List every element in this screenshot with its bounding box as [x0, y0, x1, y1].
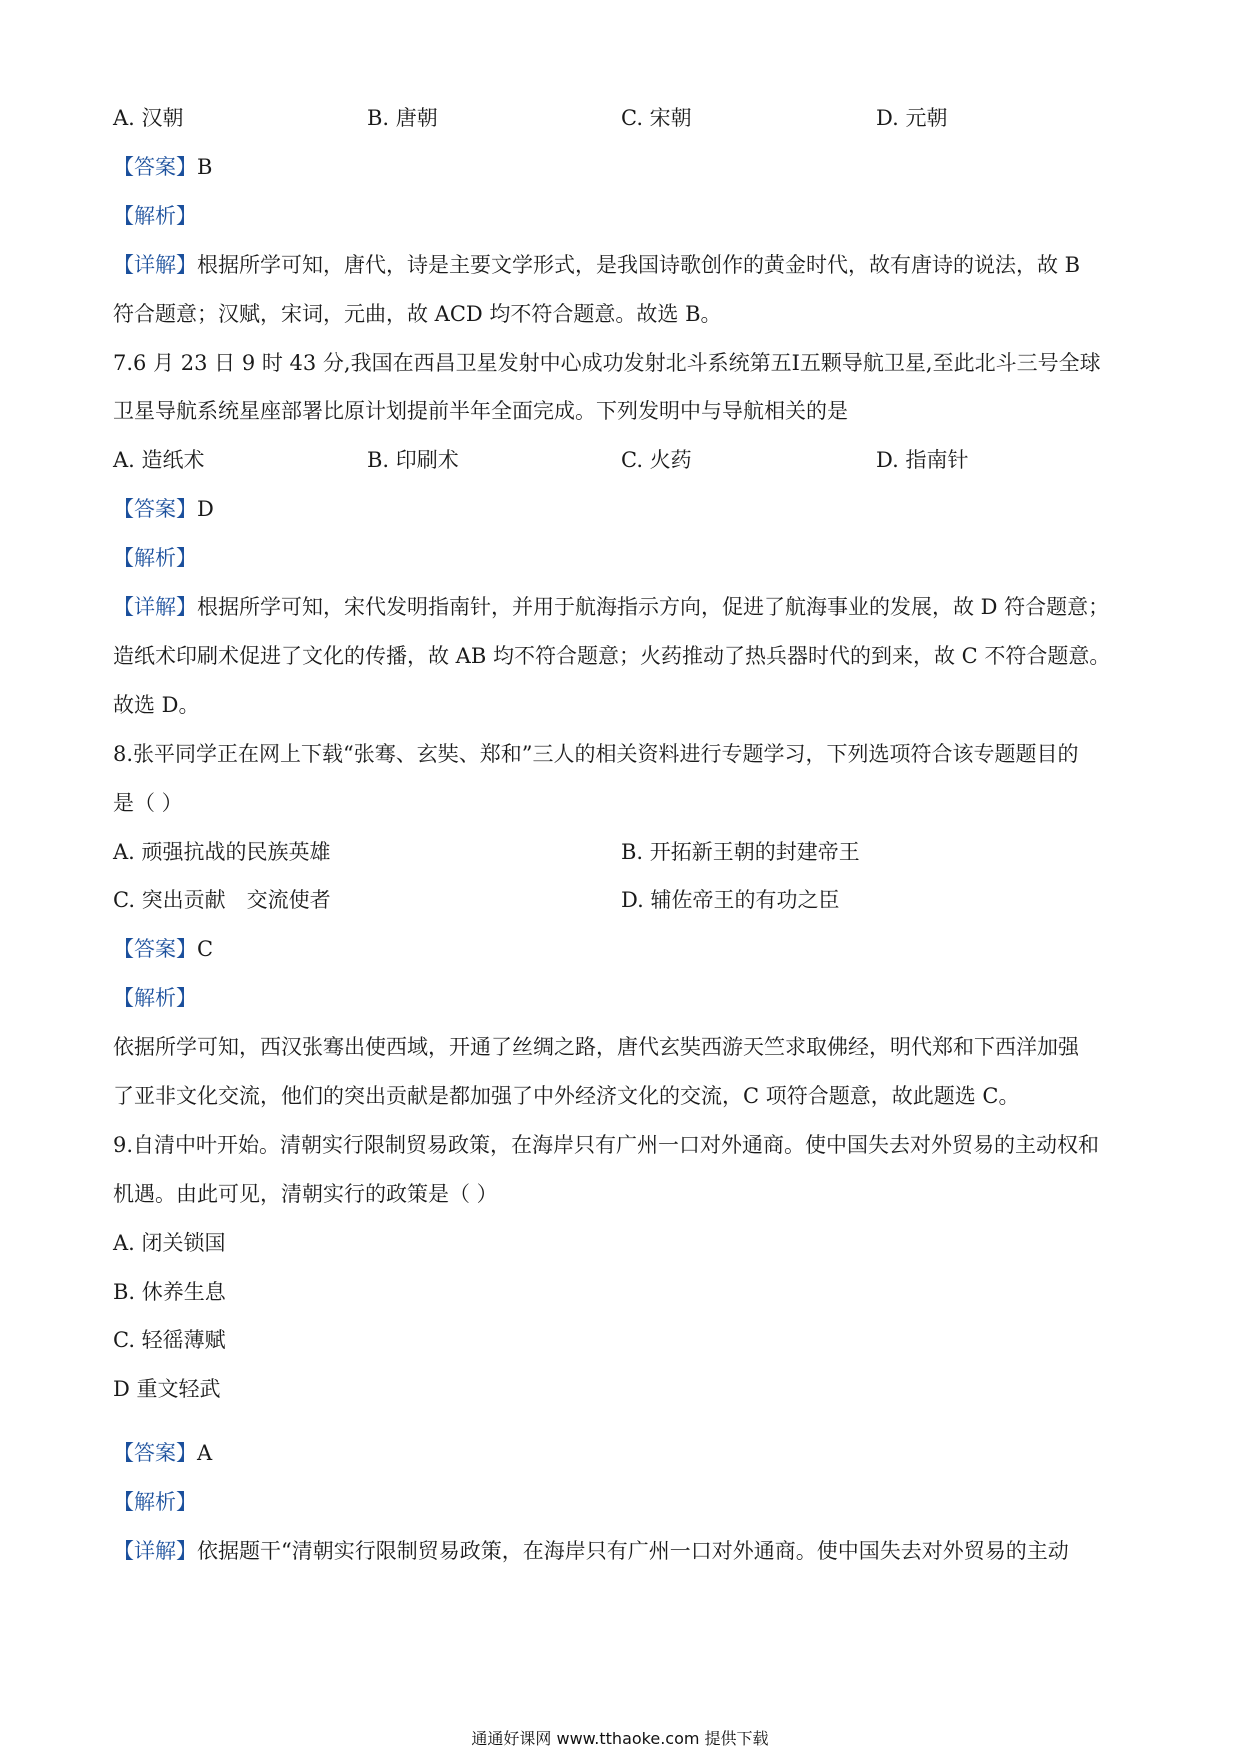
q8-option-c: C. 突出贡献 交流使者: [113, 888, 331, 912]
q7-detail-line-2: 造纸术印刷术促进了文化的传播，故 AB 均不符合题意；火药推动了热兵器时代的到来，故 C 不符合题意。: [113, 644, 1111, 668]
q9-analysis-label: 【解析】: [113, 1490, 197, 1514]
q7-detail-line-3: 故选 D。: [113, 693, 200, 717]
q7-stem-line-2: 卫星导航系统星座部署比原计划提前半年全面完成。下列发明中与导航相关的是: [113, 399, 848, 423]
q9-option-c: C. 轻徭薄赋: [113, 1328, 226, 1352]
q6-answer: [113, 153, 212, 181]
q7-option-a: A. 造纸术: [113, 448, 205, 472]
detail-text: 根据所学可知，宋代发明指南针，并用于航海指示方向，促进了航海事业的发展，故 D 符合题意；: [197, 595, 1110, 619]
q9-stem-line-2: 机遇。由此可见，清朝实行的政策是（ ）: [113, 1182, 498, 1206]
q6-detail-line-2: 符合题意；汉赋，宋词，元曲，故 ACD 均不符合题意。故选 B。: [113, 302, 722, 326]
q8-analysis-label: 【解析】: [113, 986, 197, 1010]
q6-detail-line-1: [113, 251, 1080, 279]
q8-option-b: B. 开拓新王朝的封建帝王: [621, 840, 860, 864]
q8-option-a: A. 顽强抗战的民族英雄: [113, 840, 331, 864]
q9-answer: [113, 1439, 212, 1467]
q7-answer: [113, 495, 214, 523]
q8-answer: [113, 935, 213, 963]
answer-value: C: [197, 937, 214, 961]
q7-option-b: B. 印刷术: [367, 448, 459, 472]
q9-option-d: D 重文轻武: [113, 1377, 221, 1401]
q7-option-d: D. 指南针: [876, 448, 969, 472]
q8-detail-line-2: 了亚非文化交流，他们的突出贡献是都加强了中外经济文化的交流，C 项符合题意，故此题选 C。: [113, 1084, 1020, 1108]
detail-text: 根据所学可知，唐代，诗是主要文学形式，是我国诗歌创作的黄金时代，故有唐诗的说法，故 B: [197, 253, 1081, 277]
answer-label: 【答案】: [113, 155, 197, 179]
q7-detail-line-1: [113, 593, 1109, 621]
answer-value: A: [197, 1441, 213, 1465]
answer-label: 【答案】: [113, 1441, 197, 1465]
q9-stem-line-1: 9.自清中叶开始。清朝实行限制贸易政策，在海岸只有广州一口对外通商。使中国失去对外贸易的主动权和: [113, 1133, 1100, 1157]
answer-label: 【答案】: [113, 497, 197, 521]
answer-label: 【答案】: [113, 937, 197, 961]
detail-label: 【详解】: [113, 1539, 197, 1563]
page-footer: 通通好课网 www.tthaoke.com 提供下载: [471, 1729, 769, 1748]
q8-stem-line-1: 8.张平同学正在网上下载“张骞、玄奘、郑和”三人的相关资料进行专题学习，下列选项符合该专题题目的: [113, 742, 1079, 766]
q6-option-c: C. 宋朝: [621, 106, 692, 130]
q9-detail-line-1: [113, 1537, 1069, 1565]
q7-stem-line-1: 7.6 月 23 日 9 时 43 分,我国在西昌卫星发射中心成功发射北斗系统第五Ⅰ五颗导航卫星,至此北斗三号全球: [113, 351, 1101, 375]
q6-option-d: D. 元朝: [876, 106, 948, 130]
q9-option-b: B. 休养生息: [113, 1280, 226, 1304]
q9-option-a: A. 闭关锁国: [113, 1231, 226, 1255]
detail-text: 依据题干“清朝实行限制贸易政策，在海岸只有广州一口对外通商。使中国失去对外贸易的主动: [197, 1539, 1069, 1563]
q6-option-b: B. 唐朝: [367, 106, 438, 130]
q7-analysis-label: 【解析】: [113, 546, 197, 570]
answer-value: D: [197, 497, 214, 521]
q8-stem-line-2: 是（ ）: [113, 791, 183, 815]
detail-label: 【详解】: [113, 595, 197, 619]
q6-option-a: A. 汉朝: [113, 106, 184, 130]
q8-detail-line-1: 依据所学可知，西汉张骞出使西域，开通了丝绸之路，唐代玄奘西游天竺求取佛经，明代郑和下西洋加强: [113, 1035, 1079, 1059]
answer-value: B: [197, 155, 213, 179]
q7-option-c: C. 火药: [621, 448, 692, 472]
q8-option-d: D. 辅佐帝王的有功之臣: [621, 888, 840, 912]
detail-label: 【详解】: [113, 253, 197, 277]
q6-analysis-label: 【解析】: [113, 204, 197, 228]
